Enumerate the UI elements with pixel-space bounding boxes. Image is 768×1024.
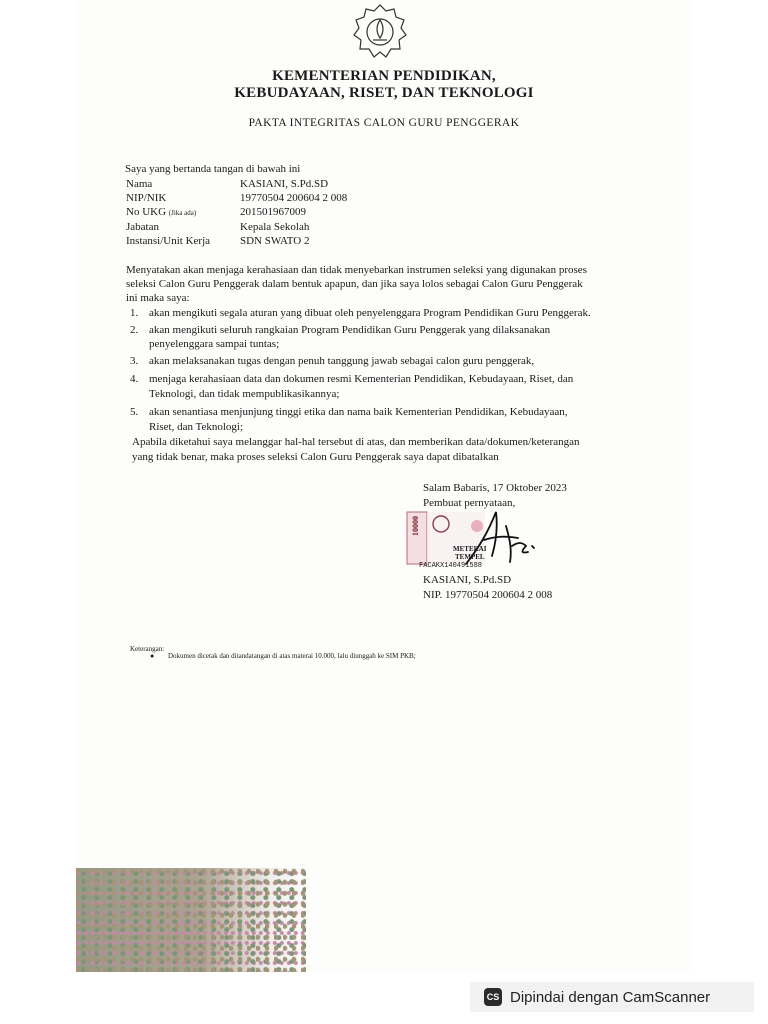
identity-value-name: KASIANI, S.Pd.SD — [240, 178, 329, 190]
camscanner-watermark — [470, 982, 754, 1012]
statement-line-2: seleksi Calon Guru Penggerak dalam bentuk apapun, dan jika saya lolos sebagai Calon Guru Penggerak — [126, 278, 583, 290]
identity-label-nip: NIP/NIK — [126, 192, 167, 204]
intro-text: Saya yang bertanda tangan di bawah ini — [125, 163, 301, 175]
identity-label-ukg-note: (Jika ada) — [168, 209, 197, 217]
signatory-nip: NIP. 19770504 200604 2 008 — [423, 589, 553, 601]
identity-label-instansi: Instansi/Unit Kerja — [126, 235, 211, 247]
document-title: PAKTA INTEGRITAS CALON GURU PENGGERAK — [248, 117, 520, 129]
note-bullet-icon: ● — [150, 652, 155, 660]
item-1-line-1: akan mengikuti segala aturan yang dibuat oleh penyelenggara Program Pendidikan Guru Penggerak. — [149, 307, 591, 319]
item-2-number: 2. — [130, 324, 139, 336]
signatory-name: KASIANI, S.Pd.SD — [423, 574, 512, 586]
identity-label-jabatan: Jabatan — [126, 221, 159, 233]
closing-line-2: yang tidak benar, maka proses seleksi Calon Guru Penggerak saya dapat dibatalkan — [132, 451, 499, 463]
identity-value-nip: 19770504 200604 2 008 — [240, 192, 348, 204]
revenue-stamp-value: 10000 — [411, 516, 420, 536]
identity-value-ukg: 201501967009 — [240, 206, 306, 218]
item-2-line-2: penyelenggara sampai tuntas; — [149, 338, 280, 350]
tut-wuri-handayani-emblem — [349, 2, 411, 62]
identity-value-jabatan: Kepala Sekolah — [240, 221, 310, 233]
identity-label-ukg — [126, 206, 196, 218]
item-3-number: 3. — [130, 355, 139, 367]
item-5-number: 5. — [130, 406, 139, 418]
item-4-line-2: Teknologi, dan tidak mempublikasikannya; — [149, 388, 340, 400]
item-2-line-1: akan mengikuti seluruh rangkaian Program Pendidikan Guru Penggerak yang dilaksanakan — [149, 324, 551, 336]
handwritten-signature — [462, 506, 538, 568]
ministry-name-line1: KEMENTERIAN PENDIDIKAN, — [272, 68, 496, 84]
item-5-line-2: Riset, dan Teknologi; — [149, 421, 244, 433]
closing-line-1: Apabila diketahui saya melanggar hal-hal tersebut di atas, dan memberikan data/dokumen/keterangan — [132, 436, 580, 448]
ministry-name-line2: KEBUDAYAAN, RISET, DAN TEKNOLOGI — [234, 85, 534, 101]
document-page — [74, 0, 694, 970]
revenue-stamp-code: FACAKX140491588 — [419, 562, 483, 570]
scan-artifact — [76, 868, 306, 972]
statement-line-3: ini maka saya: — [126, 292, 190, 304]
identity-label-name: Nama — [126, 178, 153, 190]
signature-place-date: Salam Babaris, 17 Oktober 2023 — [423, 482, 567, 494]
signature-maker-label: Pembuat pernyataan, — [423, 497, 516, 509]
identity-label-ukg-text: No UKG — [126, 206, 167, 218]
item-3-line-1: akan melaksanakan tugas dengan penuh tanggung jawab sebagai calon guru penggerak, — [149, 355, 535, 367]
note-label: Keterangan: — [130, 645, 165, 653]
item-4-number: 4. — [130, 373, 139, 385]
camscanner-label: Dipindai dengan CamScanner — [510, 988, 711, 1006]
item-1-number: 1. — [130, 307, 139, 319]
camscanner-icon: CS — [484, 988, 502, 1006]
note-bullet-text: Dokumen dicetak dan ditandatangan di atas materai 10.000, lalu diunggah ke SIM PKB; — [168, 652, 416, 660]
revenue-stamp-text-1: METERAI — [453, 545, 487, 553]
item-4-line-1: menjaga kerahasiaan data dan dokumen resmi Kementerian Pendidikan, Kebudayaan, Riset, dan — [149, 373, 574, 385]
item-5-line-1: akan senantiasa menjunjung tinggi etika dan nama baik Kementerian Pendidikan, Kebudayaan, — [149, 406, 568, 418]
statement-line-1: Menyatakan akan menjaga kerahasiaan dan tidak menyebarkan instrumen seleksi yang digunakan proses — [126, 264, 587, 276]
identity-value-instansi: SDN SWATO 2 — [240, 235, 310, 247]
revenue-stamp-text-2: TEMPEL — [455, 553, 485, 561]
